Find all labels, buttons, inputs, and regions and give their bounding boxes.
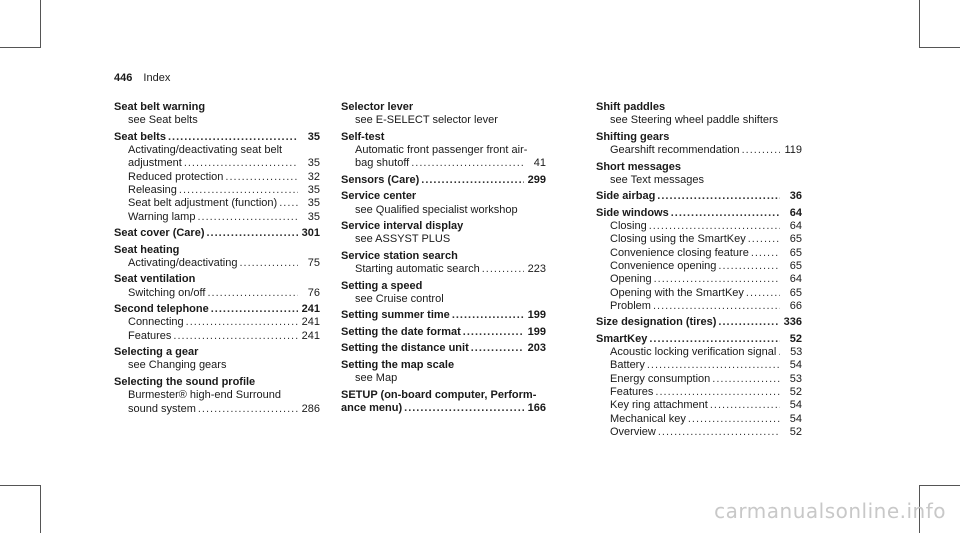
entry-heading: Selector lever	[341, 101, 414, 113]
page-ref: 75	[307, 256, 320, 269]
sub-entry-text: Opening	[610, 273, 652, 286]
sub-entry: see Cruise control	[355, 292, 444, 305]
page-ref: 35	[307, 210, 320, 223]
entry-heading-text: Sensors (Care)	[341, 173, 420, 186]
sub-entry	[114, 257, 320, 270]
index-entry	[596, 333, 802, 439]
crop-mark	[920, 47, 960, 48]
dot-leader	[716, 316, 780, 329]
dot-leader	[196, 403, 298, 416]
sub-entry-text: Connecting	[128, 316, 184, 329]
sub-entry	[596, 373, 802, 386]
entry-heading: SETUP (on-board computer, Perform-	[341, 388, 537, 401]
page-ref: 241	[301, 303, 320, 316]
page-ref: 286	[301, 402, 320, 415]
index-entry	[114, 273, 320, 300]
entry-heading	[596, 207, 802, 220]
page-ref: 52	[789, 332, 802, 345]
sub-entry: see Text messages	[610, 173, 704, 186]
sub-entry	[596, 359, 802, 372]
dot-leader	[223, 171, 298, 184]
page-ref: 64	[789, 273, 802, 286]
dot-leader	[171, 330, 298, 343]
page-ref: 203	[527, 342, 546, 355]
sub-entry-text: Closing using the SmartKey	[610, 233, 746, 246]
dot-leader	[402, 402, 524, 415]
dot-leader	[469, 342, 524, 355]
index-entry	[341, 101, 546, 128]
entry-heading	[341, 402, 546, 415]
dot-leader	[716, 260, 780, 273]
sub-entry	[596, 346, 802, 359]
sub-entry-text: Convenience closing feature	[610, 246, 749, 259]
index-entry	[596, 207, 802, 313]
dot-leader	[177, 184, 298, 197]
dot-leader	[686, 413, 780, 426]
dot-leader	[749, 247, 780, 260]
sub-entry-text: Convenience opening	[610, 260, 717, 273]
sub-entry	[596, 399, 802, 412]
sub-entry-text: Acoustic locking verification signal	[610, 346, 777, 359]
dot-leader	[656, 426, 780, 439]
entry-heading-text: Second telephone	[114, 303, 209, 316]
sub-entry	[114, 157, 320, 170]
entry-heading-text: Setting the distance unit	[341, 342, 469, 355]
entry-heading	[341, 309, 546, 322]
sub-entry	[114, 184, 320, 197]
sub-entry-text: Mechanical key	[610, 412, 686, 425]
page-ref: 301	[301, 227, 320, 240]
dot-leader	[184, 316, 298, 329]
page-ref: 223	[527, 263, 546, 276]
crop-mark	[920, 485, 960, 486]
entry-heading: Shifting gears	[596, 130, 670, 143]
entry-heading	[596, 333, 802, 346]
page-ref: 119	[784, 144, 802, 157]
sub-entry-text: adjustment	[128, 157, 182, 170]
dot-leader	[744, 287, 780, 300]
page-ref: 76	[307, 286, 320, 299]
page-ref: 41	[533, 157, 546, 170]
entry-heading: Service center	[341, 190, 417, 203]
entry-heading-text: Side airbag	[596, 190, 656, 203]
index-entry	[596, 190, 802, 203]
dot-leader	[237, 257, 298, 270]
entry-heading-text: Setting the date format	[341, 325, 461, 338]
dot-leader	[450, 309, 524, 322]
sub-entry-text: sound system	[128, 402, 196, 415]
sub-entry: see Qualified specialist workshop	[355, 203, 518, 216]
entry-heading: Service station search	[341, 249, 458, 262]
sub-entry-text: Releasing	[128, 183, 177, 196]
index-entry	[596, 316, 802, 329]
page-header	[114, 72, 170, 84]
sub-entry	[596, 273, 802, 286]
dot-leader	[419, 174, 524, 187]
index-entry	[341, 342, 546, 355]
page-ref: 64	[789, 206, 802, 219]
dot-leader	[195, 211, 298, 224]
sub-entry	[114, 211, 320, 224]
page-ref: 199	[527, 309, 546, 322]
sub-entry	[596, 247, 802, 260]
dot-leader	[746, 233, 780, 246]
entry-heading	[596, 190, 802, 203]
index-column-2	[341, 101, 546, 418]
index-entry	[341, 131, 546, 171]
sub-entry	[596, 287, 802, 300]
sub-entry-text: Key ring attachment	[610, 399, 708, 412]
sub-entry-text: Opening with the SmartKey	[610, 286, 744, 299]
page-ref: 65	[789, 246, 802, 259]
dot-leader	[708, 399, 780, 412]
sub-entry: Automatic front passenger front air-	[355, 144, 528, 157]
entry-heading	[114, 303, 320, 316]
index-entry	[341, 250, 546, 277]
dot-leader	[651, 300, 780, 313]
crop-mark	[0, 47, 40, 48]
dot-leader	[710, 373, 780, 386]
entry-heading: Short messages	[596, 160, 681, 173]
sub-entry	[596, 426, 802, 439]
sub-entry-text: Switching on/off	[128, 286, 206, 299]
entry-heading: Seat belt warning	[114, 101, 206, 113]
index-entry	[114, 227, 320, 240]
index-entry	[596, 131, 802, 158]
dot-leader	[740, 144, 780, 157]
entry-heading-text: Seat cover (Care)	[114, 227, 205, 240]
index-entry	[596, 161, 802, 188]
sub-entry	[341, 263, 546, 276]
page-ref: 241	[301, 316, 320, 329]
entry-heading: Self-test	[341, 130, 385, 143]
sub-entry	[114, 330, 320, 343]
page-ref: 65	[789, 233, 802, 246]
sub-entry: see ASSYST PLUS	[355, 233, 451, 246]
entry-heading-text: Side windows	[596, 206, 669, 219]
page-ref: 36	[789, 190, 802, 203]
crop-mark	[919, 0, 920, 48]
dot-leader	[655, 190, 780, 203]
index-entry	[341, 174, 546, 187]
dot-leader	[653, 386, 780, 399]
entry-heading	[114, 227, 320, 240]
page-ref: 54	[789, 412, 802, 425]
entry-heading: Service interval display	[341, 220, 464, 233]
dot-leader	[277, 197, 298, 210]
dot-leader	[166, 131, 298, 144]
sub-entry	[596, 413, 802, 426]
sub-entry-text: Seat belt adjustment (function)	[128, 197, 278, 210]
sub-entry: Burmester® high-end Surround	[128, 389, 282, 402]
entry-heading: Selecting the sound profile	[114, 375, 256, 388]
sub-entry-text: Gearshift recommendation	[610, 144, 740, 157]
page-ref: 66	[789, 299, 802, 312]
entry-heading-text: ance menu)	[341, 402, 403, 414]
page-ref: 32	[307, 170, 320, 183]
sub-entry	[596, 386, 802, 399]
crop-mark	[40, 0, 41, 48]
index-entry	[114, 101, 320, 128]
page-number: 446	[114, 72, 133, 84]
entry-heading	[341, 174, 546, 187]
entry-heading-text: SmartKey	[596, 332, 648, 345]
sub-entry-text: Overview	[610, 425, 656, 438]
sub-entry-text: Features	[128, 329, 172, 342]
sub-entry-text: Warning lamp	[128, 210, 196, 223]
page-ref: 53	[790, 346, 803, 359]
sub-entry: see E-SELECT selector lever	[355, 114, 498, 127]
entry-heading: Seat ventilation	[114, 273, 196, 286]
sub-entry-text: Reduced protection	[128, 170, 224, 183]
sub-entry-text: Closing	[610, 220, 647, 233]
sub-entry	[596, 144, 802, 157]
page-ref: 241	[301, 329, 320, 342]
dot-leader	[647, 220, 780, 233]
dot-leader	[205, 287, 298, 300]
sub-entry-text: Features	[610, 386, 654, 399]
entry-heading: Seat heating	[114, 243, 180, 256]
dot-leader	[409, 157, 524, 170]
entry-heading-text: Size designation (tires)	[596, 316, 717, 329]
sub-entry	[114, 287, 320, 300]
entry-heading	[596, 316, 802, 329]
sub-entry: see Changing gears	[128, 359, 227, 372]
page-ref: 35	[307, 130, 320, 143]
index-entry	[341, 280, 546, 307]
entry-heading-text: Setting summer time	[341, 309, 450, 322]
sub-entry-text: bag shutoff	[355, 157, 410, 170]
entry-heading: Setting a speed	[341, 279, 423, 292]
index-entry	[341, 220, 546, 247]
page-ref: 35	[307, 157, 320, 170]
sub-entry	[596, 300, 802, 313]
index-entry	[596, 101, 802, 128]
sub-entry	[596, 233, 802, 246]
page-ref: 35	[307, 197, 320, 210]
dot-leader	[461, 326, 524, 339]
sub-entry: see Map	[355, 372, 398, 385]
page-ref: 54	[789, 359, 802, 372]
sub-entry	[114, 403, 320, 416]
sub-entry-text: Problem	[610, 299, 651, 312]
page-ref: 35	[307, 183, 320, 196]
dot-leader	[647, 333, 780, 346]
index-entry	[114, 131, 320, 224]
page-ref: 65	[789, 286, 802, 299]
sub-entry	[596, 260, 802, 273]
page-ref: 54	[789, 399, 802, 412]
entry-heading-text: Seat belts	[114, 130, 166, 143]
sub-entry-text: Activating/deactivating	[128, 256, 238, 269]
page-ref: 52	[789, 425, 802, 438]
page-ref: 299	[527, 173, 546, 186]
dot-leader	[480, 263, 524, 276]
crop-mark	[40, 485, 41, 533]
index-entry	[341, 359, 546, 386]
sub-entry: Activating/deactivating seat belt	[128, 144, 283, 157]
page-ref: 53	[789, 372, 802, 385]
index-entry	[341, 326, 546, 339]
page-ref: 64	[789, 220, 802, 233]
index-column-1	[114, 101, 320, 419]
watermark: carmanualsonline.info	[714, 499, 946, 523]
index-entry	[114, 303, 320, 343]
dot-leader	[205, 227, 299, 240]
sub-entry	[114, 197, 320, 210]
page-ref: 65	[789, 260, 802, 273]
page-ref: 166	[527, 402, 546, 414]
sub-entry	[114, 171, 320, 184]
sub-entry-text: Energy consumption	[610, 372, 711, 385]
dot-leader	[669, 207, 780, 220]
index-entry	[341, 389, 546, 416]
sub-entry	[114, 316, 320, 329]
sub-entry	[596, 220, 802, 233]
page-ref: 336	[783, 316, 802, 329]
page-ref: 199	[527, 325, 546, 338]
index-entry	[341, 309, 546, 322]
index-entry	[114, 376, 320, 416]
sub-entry: see Steering wheel paddle shifters	[610, 114, 779, 127]
entry-heading	[341, 326, 546, 339]
dot-leader	[182, 157, 298, 170]
page-ref: 52	[789, 386, 802, 399]
entry-heading: Setting the map scale	[341, 358, 455, 371]
crop-mark	[0, 485, 40, 486]
sub-entry	[341, 157, 546, 170]
sub-entry-text: Starting automatic search	[355, 263, 480, 276]
dot-leader	[645, 359, 780, 372]
index-entry	[114, 244, 320, 271]
entry-heading	[341, 342, 546, 355]
index-entry	[114, 346, 320, 373]
sub-entry-text: Battery	[610, 359, 645, 372]
index-entry	[341, 190, 546, 217]
dot-leader	[652, 273, 780, 286]
entry-heading: Selecting a gear	[114, 346, 199, 359]
entry-heading: Shift paddles	[596, 101, 666, 113]
sub-entry: see Seat belts	[128, 114, 198, 127]
index-column-3	[596, 101, 802, 442]
page-title: Index	[143, 72, 171, 84]
entry-heading	[114, 131, 320, 144]
dot-leader	[209, 303, 298, 316]
